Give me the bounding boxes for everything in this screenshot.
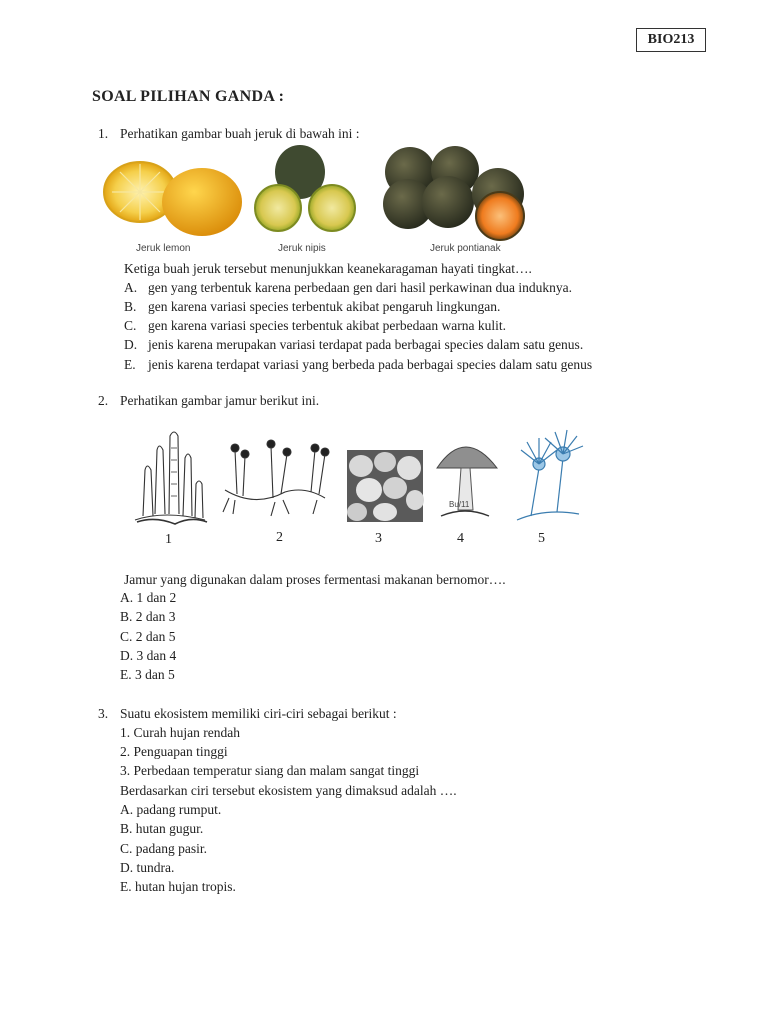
q1-option-letter: C. xyxy=(124,318,137,333)
fungus-number: 2 xyxy=(276,530,283,545)
q1-option-letter: E. xyxy=(124,357,136,372)
q2-prompt: Perhatikan gambar jamur berikut ini. xyxy=(120,393,320,408)
q3-option: B. hutan gugur. xyxy=(120,821,204,836)
q2-option: D. 3 dan 4 xyxy=(120,648,177,663)
q1-option-letter: A. xyxy=(124,280,138,295)
q2-stem: Jamur yang digunakan dalam proses fermentasi makanan bernomor…. xyxy=(124,572,506,587)
q1-option-text: jenis karena merupakan variasi terdapat pada berbagai species dalam satu genus. xyxy=(148,337,584,352)
document-code: BIO213 xyxy=(636,28,706,52)
fungus-number: 3 xyxy=(375,531,382,546)
fungus-3-illustration xyxy=(347,450,424,522)
section-title: SOAL PILIHAN GANDA : xyxy=(92,88,285,105)
fungus-1-illustration xyxy=(135,432,207,524)
q1-prompt: Perhatikan gambar buah jeruk di bawah ini : xyxy=(120,126,360,141)
q3-prompt: Suatu ekosistem memiliki ciri-ciri sebagai berikut : xyxy=(120,706,397,721)
q1-option-text: gen yang terbentuk karena perbedaan gen dari hasil perkawinan dua induknya. xyxy=(148,280,572,295)
lime-illustration xyxy=(255,145,355,231)
q3-trait: 3. Perbedaan temperatur siang dan malam sangat tinggi xyxy=(120,763,420,778)
q2-number: 2. xyxy=(98,393,109,408)
lime-label: Jeruk nipis xyxy=(278,243,326,254)
q1-option-letter: D. xyxy=(124,337,138,352)
q1-option-text: jenis karena terdapat variasi yang berbeda pada berbagai species dalam satu genus xyxy=(148,357,593,372)
pontianak-orange-illustration xyxy=(383,146,524,240)
q1-number: 1. xyxy=(98,126,109,141)
lemon-illustration xyxy=(104,162,242,236)
q1-option-text: gen karena variasi species terbentuk akibat pengaruh lingkungan. xyxy=(148,299,501,314)
q3-option: D. tundra. xyxy=(120,860,175,875)
fungus-5-illustration xyxy=(517,430,583,520)
q2-option: B. 2 dan 3 xyxy=(120,609,176,624)
fungus-number: 4 xyxy=(457,531,464,546)
lemon-label: Jeruk lemon xyxy=(136,243,191,254)
q3-option: A. padang rumput. xyxy=(120,802,222,817)
pontianak-label: Jeruk pontianak xyxy=(430,243,501,254)
q2-option: A. 1 dan 2 xyxy=(120,590,177,605)
fungus-number: 5 xyxy=(538,531,545,546)
fungi-image-caption: Bu/11 xyxy=(449,500,470,509)
citrus-image xyxy=(100,142,530,242)
q3-option: E. hutan hujan tropis. xyxy=(120,879,236,894)
fungi-image xyxy=(125,428,585,528)
q2-option: E. 3 dan 5 xyxy=(120,667,175,682)
q1-option-letter: B. xyxy=(124,299,137,314)
fungus-number: 1 xyxy=(165,532,172,547)
fungus-2-illustration xyxy=(223,440,329,516)
q3-trait: 1. Curah hujan rendah xyxy=(120,725,240,740)
q1-stem: Ketiga buah jeruk tersebut menunjukkan keanekaragaman hayati tingkat…. xyxy=(124,261,532,276)
q1-option-text: gen karena variasi species terbentuk akibat perbedaan warna kulit. xyxy=(148,318,506,333)
q3-trait: 2. Penguapan tinggi xyxy=(120,744,228,759)
q3-stem: Berdasarkan ciri tersebut ekosistem yang dimaksud adalah …. xyxy=(120,783,457,798)
q2-option: C. 2 dan 5 xyxy=(120,629,176,644)
q3-number: 3. xyxy=(98,706,109,721)
q3-option: C. padang pasir. xyxy=(120,841,207,856)
